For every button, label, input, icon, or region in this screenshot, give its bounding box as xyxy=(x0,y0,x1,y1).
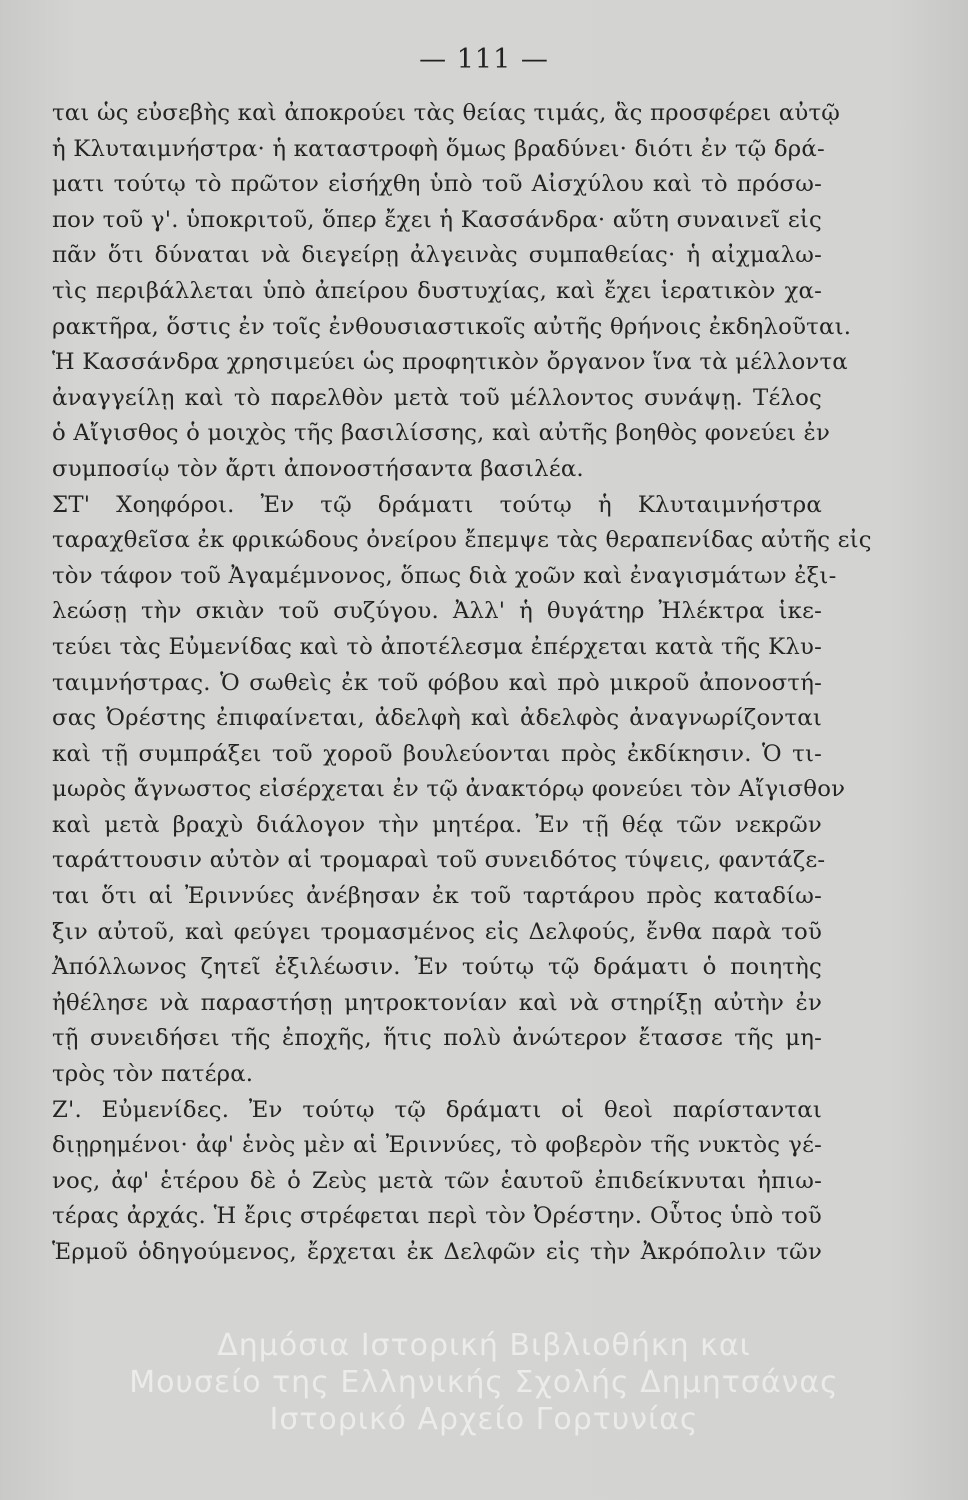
text-line: συμποσίῳ τὸν ἄρτι ἀπονοστήσαντα βασιλέα. xyxy=(52,455,584,482)
watermark-line: Μουσείο της Ελληνικής Σχολής Δημητσάνας xyxy=(129,1365,839,1400)
text-line: ταραχθεῖσα ἐκ φρικώδους ὀνείρου ἔπεμψε τὰς θεραπενίδας αὐτῆς εἰς xyxy=(52,527,872,554)
text-line: Ἑρμοῦ ὁδηγούμενος, ἔρχεται ἐκ Δελφῶν εἰς τὴν Ἀκρόπολιν τῶν xyxy=(52,1239,822,1265)
text-line: ἀναγγείλῃ καὶ τὸ παρελθὸν μετὰ τοῦ μέλλοντος συνάψῃ. Τέλος xyxy=(52,384,822,411)
watermark-line: Ιστορικό Αρχείο Γορτυνίας xyxy=(269,1402,699,1437)
text-line: καὶ τῇ συμπράξει τοῦ χοροῦ βουλεύονται πρὸς ἐκδίκησιν. Ὁ τι- xyxy=(52,740,822,767)
text-line: πᾶν ὅτι δύναται νὰ διεγείρῃ ἀλγεινὰς συμπαθείας· ἡ αἰχμαλω- xyxy=(52,242,822,269)
text-line: ἡ Κλυταιμνήστρα· ἡ καταστροφὴ ὅμως βραδύνει· διότι ἐν τῷ δρά- xyxy=(52,135,825,162)
page-text-body xyxy=(52,96,872,1271)
watermark-line: Δημόσια Ιστορική Βιβλιοθήκη και xyxy=(217,1328,751,1363)
text-line: τέρας ἀρχάς. Ἡ ἔρις στρέφεται περὶ τὸν Ὀρέστην. Οὗτος ὑπὸ τοῦ xyxy=(52,1203,822,1230)
text-line: ται ὡς εὐσεβὴς καὶ ἀποκρούει τὰς θείας τιμάς, ἃς προσφέρει αὐτῷ xyxy=(52,100,841,126)
page-number: — 111 — xyxy=(419,44,549,75)
text-line: ὁ Αἴγισθος ὁ μοιχὸς τῆς βασιλίσσης, καὶ αὐτῆς βοηθὸς φονεύει ἐν xyxy=(52,420,831,447)
text-line: ματι τούτῳ τὸ πρῶτον εἰσήχθη ὑπὸ τοῦ Αἰσχύλου καὶ τὸ πρόσω- xyxy=(52,171,822,198)
text-line: καὶ μετὰ βραχὺ διάλογον τὴν μητέρα. Ἐν τῇ θέᾳ τῶν νεκρῶν xyxy=(52,811,822,838)
text-line: Ἀπόλλωνος ζητεῖ ἐξιλέωσιν. Ἐν τούτῳ τῷ δράματι ὁ ποιητὴς xyxy=(52,954,822,981)
text-line: ξιν αὐτοῦ, καὶ φεύγει τρομασμένος εἰς Δελφούς, ἔνθα παρὰ τοῦ xyxy=(52,918,822,945)
text-line: τεύει τὰς Εὐμενίδας καὶ τὸ ἀποτέλεσμα ἐπέρχεται κατὰ τῆς Κλυ- xyxy=(52,633,822,660)
text-line: τῇ συνειδήσει τῆς ἐποχῆς, ἥτις πολὺ ἀνώτερον ἔτασσε τῆς μη- xyxy=(52,1025,822,1052)
text-line: ρακτῆρα, ὅστις ἐν τοῖς ἐνθουσιαστικοῖς αὐτῆς θρήνοις ἐκδηλοῦται. xyxy=(52,313,852,340)
text-line: νος, ἀφ' ἑτέρου δὲ ὁ Ζεὺς μετὰ τῶν ἑαυτοῦ ἐπιδείκνυται ἠπιω- xyxy=(52,1167,822,1194)
text-line: ἠθέλησε νὰ παραστήσῃ μητροκτονίαν καὶ νὰ στηρίξῃ αὐτὴν ἐν xyxy=(52,989,822,1016)
text-line: τὶς περιβάλλεται ὑπὸ ἀπείρου δυστυχίας, καὶ ἔχει ἱερατικὸν χα- xyxy=(52,277,822,304)
text-line: ταράττουσιν αὐτὸν αἱ τρομαραὶ τοῦ συνειδότος τύψεις, φαντάζε- xyxy=(52,847,826,874)
text-line: σας Ὀρέστης ἐπιφαίνεται, ἀδελφὴ καὶ ἀδελφὸς ἀναγνωρίζονται xyxy=(52,705,822,732)
text-line: Ἡ Κασσάνδρα χρησιμεύει ὡς προφητικὸν ὄργανον ἵνα τὰ μέλλοντα xyxy=(52,349,848,376)
text-line: τὸν τάφον τοῦ Ἀγαμέμνονος, ὅπως διὰ χοῶν καὶ ἐναγισμάτων ἐξι- xyxy=(52,562,837,589)
text-line: μωρὸς ἄγνωστος εἰσέρχεται ἐν τῷ ἀνακτόρῳ φονεύει τὸν Αἴγισθον xyxy=(52,776,846,803)
text-line: ΣΤ' Χοηφόροι. Ἐν τῷ δράματι τούτῳ ἡ Κλυταιμνήστρα xyxy=(52,491,822,518)
text-line: ταιμνήστρας. Ὁ σωθεὶς ἐκ τοῦ φόβου καὶ πρὸ μικροῦ ἀπονοστή- xyxy=(52,669,822,696)
text-line: πον τοῦ γ'. ὑποκριτοῦ, ὅπερ ἔχει ἡ Κασσάνδρα· αὕτη συναινεῖ εἰς xyxy=(52,206,822,233)
text-line: τρὸς τὸν πατέρα. xyxy=(52,1061,254,1088)
text-line: διῃρημένοι· ἀφ' ἑνὸς μὲν αἱ Ἐριννύες, τὸ φοβερὸν τῆς νυκτὸς γέ- xyxy=(52,1132,822,1159)
text-line: ται ὅτι αἱ Ἐριννύες ἀνέβησαν ἐκ τοῦ ταρτάρου πρὸς καταδίω- xyxy=(52,883,822,910)
text-line: Ζ'. Εὐμενίδες. Ἐν τούτῳ τῷ δράματι οἱ θεοὶ παρίστανται xyxy=(52,1096,822,1123)
text-line: λεώσῃ τὴν σκιὰν τοῦ συζύγου. Ἀλλ' ἡ θυγάτηρ Ἠλέκτρα ἱκε- xyxy=(52,598,822,625)
